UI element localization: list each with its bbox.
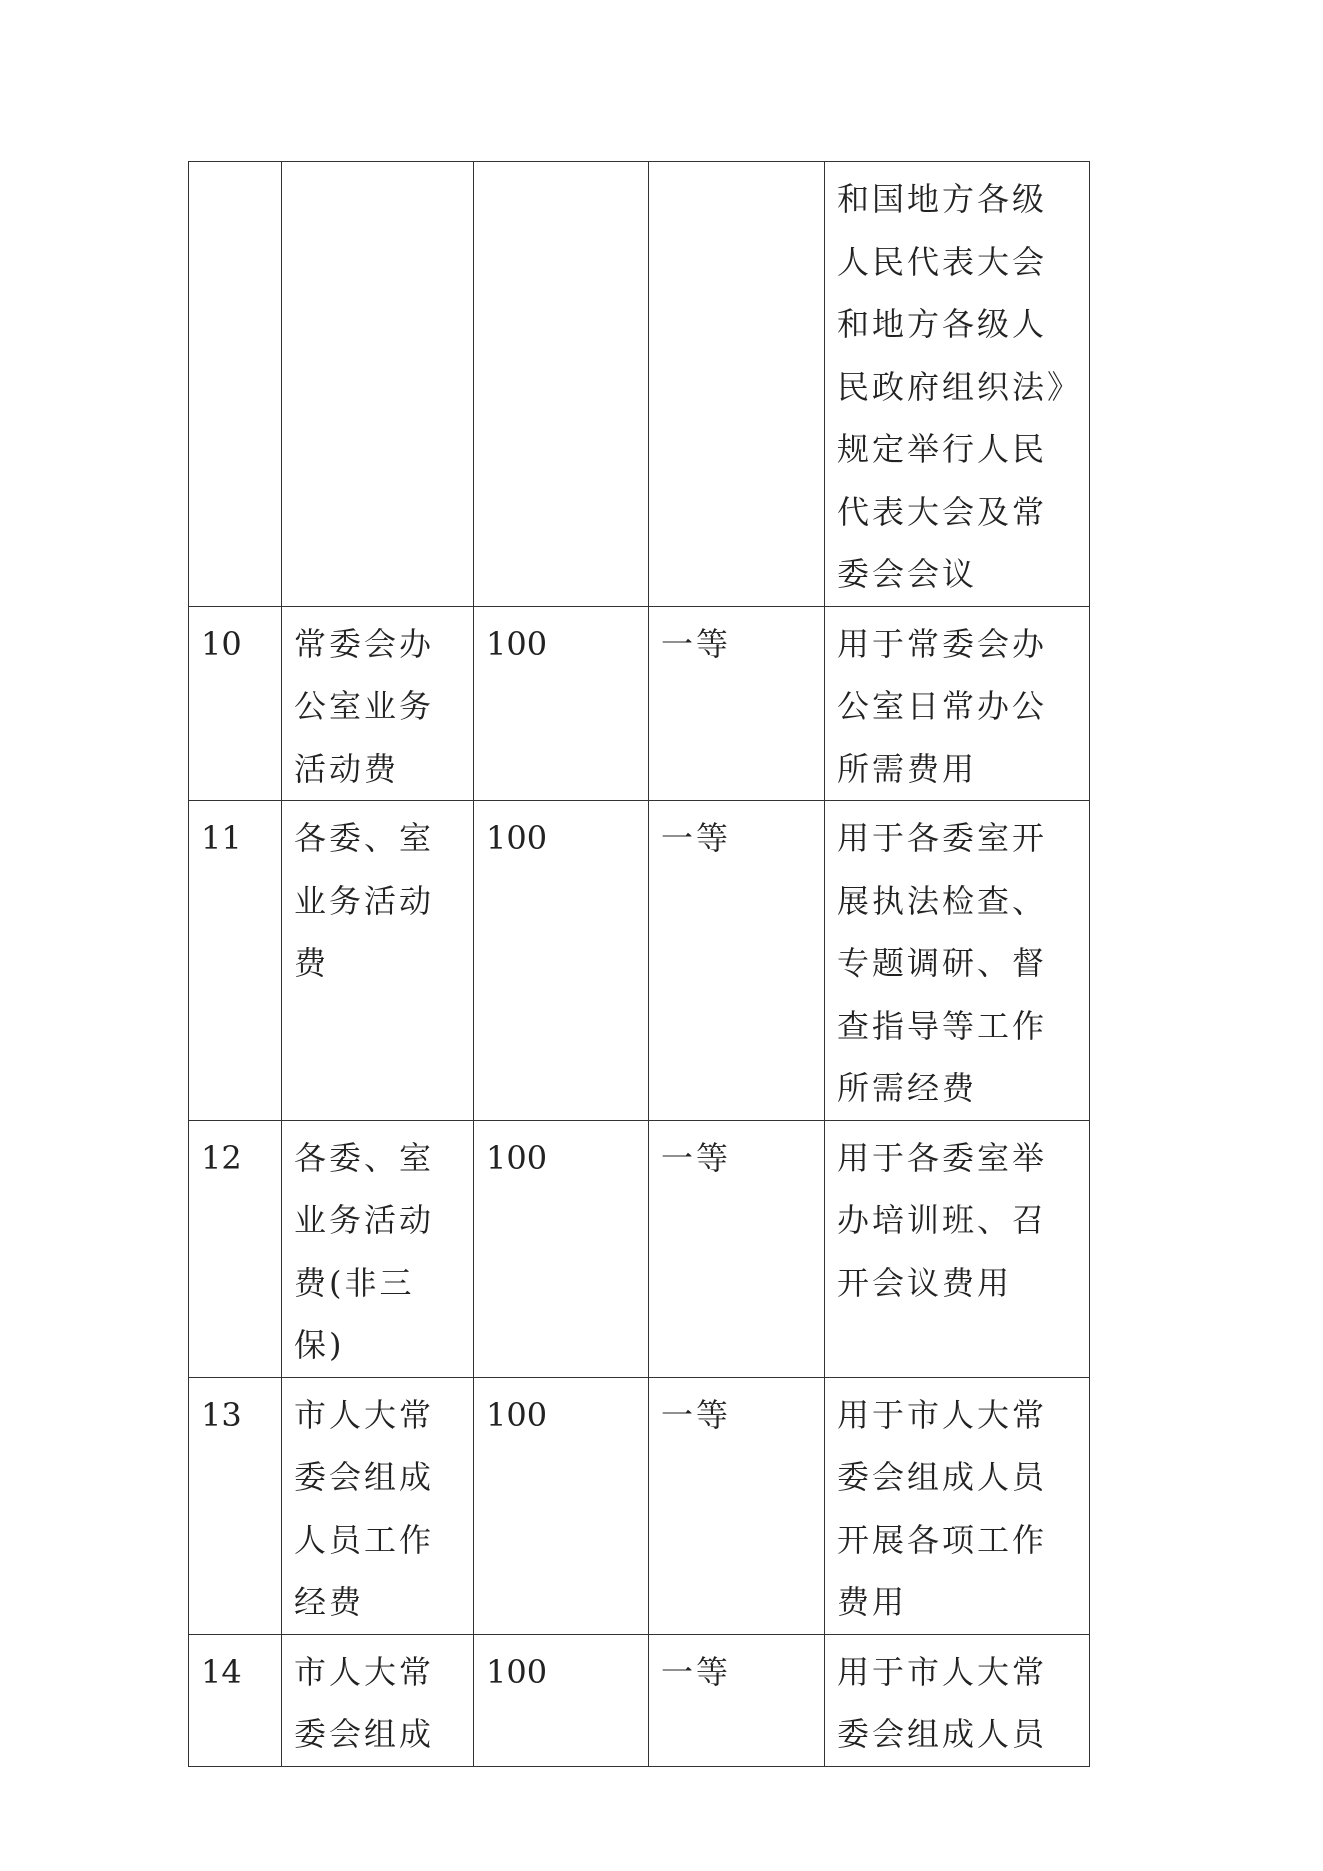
- description-cell: [825, 801, 1090, 1121]
- grade-cell: [649, 1634, 825, 1766]
- item-name: 市人大常委会组成人员工作经费: [294, 1395, 435, 1621]
- row-number: 10: [201, 624, 242, 663]
- grade: 一等: [661, 819, 732, 857]
- item-name: 常委会办公室业务活动费: [294, 624, 435, 788]
- description: 用于各委室开展执法检查、专题调研、督查指导等工作所需经费: [837, 819, 1048, 1107]
- description: 和国地方各级人民代表大会和地方各级人民政府组织法》规定举行人民代表大会及常委会会议: [837, 180, 1067, 593]
- description: 用于常委会办公室日常办公所需费用: [837, 624, 1048, 788]
- item-name: 市人大常委会组成: [294, 1652, 435, 1753]
- row-number: 11: [201, 819, 242, 857]
- row-number: 12: [201, 1138, 242, 1177]
- amount-cell: [474, 606, 649, 801]
- row-number-cell: [189, 162, 282, 607]
- table-row: [189, 1634, 1090, 1766]
- grade-cell: [649, 1120, 825, 1377]
- grade-cell: [649, 1377, 825, 1634]
- description-cell: [825, 1377, 1090, 1634]
- table-row: [189, 606, 1090, 801]
- table-row: [189, 162, 1090, 607]
- grade: 一等: [661, 1395, 732, 1434]
- description-cell: [825, 162, 1090, 607]
- row-number-cell: [189, 606, 282, 801]
- item-name: 各委、室业务活动费(非三保): [294, 1138, 435, 1364]
- description-cell: [825, 1634, 1090, 1766]
- table-row: [189, 1377, 1090, 1634]
- amount-cell: [474, 1120, 649, 1377]
- budget-table: [188, 161, 1090, 1767]
- grade-cell: [649, 801, 825, 1121]
- row-number-cell: [189, 1120, 282, 1377]
- row-number-cell: [189, 1377, 282, 1634]
- item-name-cell: [282, 162, 474, 607]
- amount: 100: [486, 624, 548, 663]
- grade-cell: [649, 162, 825, 607]
- grade: 一等: [661, 624, 732, 663]
- description: 用于各委室举办培训班、召开会议费用: [837, 1138, 1048, 1302]
- amount-cell: [474, 801, 649, 1121]
- table-row: [189, 801, 1090, 1121]
- item-name-cell: [282, 801, 474, 1121]
- table-row: [189, 1120, 1090, 1377]
- grade: 一等: [661, 1652, 732, 1691]
- description-cell: [825, 1120, 1090, 1377]
- row-number: 13: [201, 1395, 242, 1434]
- grade-cell: [649, 606, 825, 801]
- description-cell: [825, 606, 1090, 801]
- item-name: 各委、室业务活动费: [294, 819, 435, 982]
- item-name-cell: [282, 606, 474, 801]
- item-name-cell: [282, 1377, 474, 1634]
- amount-cell: [474, 1377, 649, 1634]
- row-number-cell: [189, 801, 282, 1121]
- row-number-cell: [189, 1634, 282, 1766]
- row-number: 14: [201, 1652, 242, 1691]
- amount: 100: [486, 1138, 548, 1177]
- amount: 100: [486, 1652, 548, 1691]
- description: 用于市人大常委会组成人员开展各项工作费用: [837, 1395, 1048, 1621]
- item-name-cell: [282, 1120, 474, 1377]
- amount: 100: [486, 819, 548, 857]
- amount-cell: [474, 1634, 649, 1766]
- description: 用于市人大常委会组成人员: [837, 1652, 1048, 1753]
- item-name-cell: [282, 1634, 474, 1766]
- amount: 100: [486, 1395, 548, 1434]
- grade: 一等: [661, 1138, 732, 1177]
- amount-cell: [474, 162, 649, 607]
